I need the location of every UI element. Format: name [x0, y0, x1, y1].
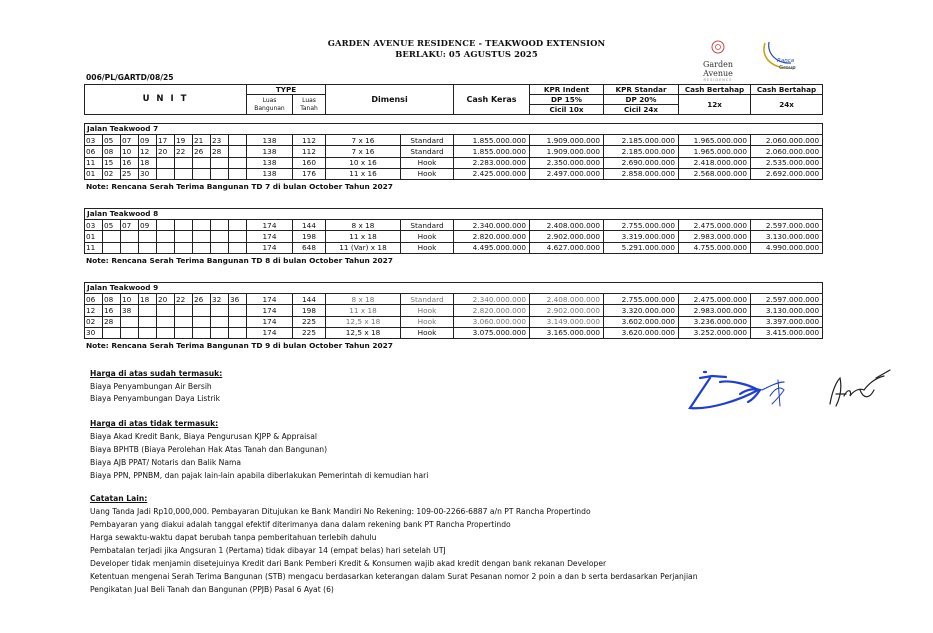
- unit-number: 09: [139, 220, 157, 231]
- luas-tanah-cell: 225: [293, 316, 326, 327]
- position-cell: Hook: [401, 157, 454, 168]
- luas-tanah-cell: 112: [293, 135, 326, 146]
- notes-heading: Catatan Lain:: [90, 494, 148, 503]
- cash-bertahap-12-cell: 2.475.000.000: [679, 220, 751, 231]
- luas-bangunan-cell: 174: [247, 294, 293, 305]
- unit-number: [229, 135, 247, 146]
- dimensi-cell: 8 x 18: [326, 220, 401, 231]
- luas-tanah-cell: 225: [293, 327, 326, 338]
- unit-number: [121, 316, 139, 327]
- table-row: [85, 135, 823, 146]
- section-title: Jalan Teakwood 9: [85, 283, 823, 294]
- dimensi-cell: 7 x 16: [326, 135, 401, 146]
- dimensi-cell: 11 x 18: [326, 305, 401, 316]
- table-row: [85, 242, 823, 253]
- luas-bangunan-cell: 138: [247, 146, 293, 157]
- cash-bertahap-12-cell: 4.755.000.000: [679, 242, 751, 253]
- kpr-standar-cell: 3.319.000.000: [604, 231, 679, 242]
- luas-bangunan-cell: 138: [247, 168, 293, 179]
- unit-number: [139, 316, 157, 327]
- unit-number: [229, 305, 247, 316]
- unit-number: [229, 220, 247, 231]
- unit-number: [193, 316, 211, 327]
- col-cb24-2: 24x: [751, 95, 823, 115]
- cash-keras-cell: 2.820.000.000: [454, 305, 530, 316]
- position-cell: Hook: [401, 168, 454, 179]
- cash-bertahap-12-cell: 2.418.000.000: [679, 157, 751, 168]
- unit-number: [157, 242, 175, 253]
- unit-number: 02: [85, 316, 103, 327]
- luas-tanah-cell: 160: [293, 157, 326, 168]
- dimensi-cell: 10 x 16: [326, 157, 401, 168]
- unit-number: [211, 327, 229, 338]
- unit-number: 10: [121, 146, 139, 157]
- unit-number: [139, 231, 157, 242]
- unit-number: [193, 231, 211, 242]
- unit-number: [211, 242, 229, 253]
- position-cell: Standard: [401, 146, 454, 157]
- unit-number: 07: [121, 220, 139, 231]
- unit-number: [103, 327, 121, 338]
- kpr-indent-cell: 2.497.000.000: [530, 168, 604, 179]
- kpr-standar-cell: 3.320.000.000: [604, 305, 679, 316]
- price-table-header: [84, 84, 823, 115]
- table-row: [85, 168, 823, 179]
- col-kpr-indent-1: KPR Indent: [530, 85, 604, 95]
- unit-number: 16: [121, 157, 139, 168]
- kpr-standar-cell: 2.755.000.000: [604, 220, 679, 231]
- luas-bangunan-l2: Bangunan: [254, 104, 285, 112]
- note-item: Developer tidak menjamin disetejuinya Kredit dari Bank Pemberi Kredit & Konsumen wajib akad kredit dengan bank rekanan Developer: [90, 559, 607, 568]
- unit-number: 08: [103, 294, 121, 305]
- cash-bertahap-12-cell: 3.236.000.000: [679, 316, 751, 327]
- unit-number: 32: [211, 294, 229, 305]
- unit-number: 06: [85, 146, 103, 157]
- cash-bertahap-12-cell: 2.568.000.000: [679, 168, 751, 179]
- unit-number: [211, 157, 229, 168]
- section-table: [84, 282, 823, 339]
- cash-bertahap-24-cell: 2.535.000.000: [751, 157, 823, 168]
- unit-number: 22: [175, 146, 193, 157]
- unit-number: [229, 168, 247, 179]
- kpr-indent-cell: 2.902.000.000: [530, 305, 604, 316]
- ranca-group-logo: [755, 38, 805, 78]
- unit-number: 28: [211, 146, 229, 157]
- kpr-indent-cell: 4.627.000.000: [530, 242, 604, 253]
- unit-number: 20: [157, 294, 175, 305]
- col-dimensi: Dimensi: [326, 85, 454, 115]
- unit-number: [193, 220, 211, 231]
- unit-number: 11: [85, 242, 103, 253]
- handover-note: Note: Rencana Serah Terima Bangunan TD 8 di bulan October Tahun 2027: [86, 256, 393, 265]
- kpr-indent-cell: 2.408.000.000: [530, 220, 604, 231]
- dimensi-cell: 12,5 x 18: [326, 316, 401, 327]
- ranca-text: Ranca: [777, 58, 795, 64]
- cash-keras-cell: 1.855.000.000: [454, 146, 530, 157]
- cash-keras-cell: 2.340.000.000: [454, 220, 530, 231]
- cash-bertahap-24-cell: 3.415.000.000: [751, 327, 823, 338]
- unit-number: 17: [157, 135, 175, 146]
- unit-number: 30: [139, 168, 157, 179]
- note-item: Pembatalan terjadi jika Angsuran 1 (Pertama) tidak dibayar 14 (empat belas) hari setelah UTJ: [90, 546, 446, 555]
- validity-date: BERLAKU: 05 AGUSTUS 2025: [395, 49, 538, 59]
- unit-number: 12: [139, 146, 157, 157]
- unit-number: [157, 168, 175, 179]
- cash-bertahap-24-cell: 2.597.000.000: [751, 294, 823, 305]
- unit-number: 05: [103, 135, 121, 146]
- unit-number: [139, 305, 157, 316]
- note-item: Ketentuan mengenai Serah Terima Bangunan (STB) mengacu berdasarkan keterangan dalam Surat Pesanan nomor 2 poin a dan b serta berdasarkan Perjanjian: [90, 572, 698, 581]
- cash-bertahap-24-cell: 3.130.000.000: [751, 305, 823, 316]
- unit-number: 01: [85, 231, 103, 242]
- kpr-indent-cell: 3.165.000.000: [530, 327, 604, 338]
- kpr-indent-cell: 1.909.000.000: [530, 135, 604, 146]
- garden-avenue-sub: RESIDENCE: [703, 78, 733, 82]
- unit-number: [193, 157, 211, 168]
- dimensi-cell: 11 x 18: [326, 231, 401, 242]
- handover-note: Note: Rencana Serah Terima Bangunan TD 7 di bulan October Tahun 2027: [86, 181, 393, 191]
- luas-bangunan-l1: Luas: [262, 96, 277, 104]
- garden-avenue-logo: [688, 38, 748, 82]
- unit-number: 30: [85, 327, 103, 338]
- kpr-standar-cell: 2.755.000.000: [604, 294, 679, 305]
- unit-number: 16: [103, 305, 121, 316]
- kpr-indent-cell: 2.902.000.000: [530, 231, 604, 242]
- document-title: GARDEN AVENUE RESIDENCE - TEAKWOOD EXTENSION: [327, 38, 606, 48]
- unit-number: 09: [139, 135, 157, 146]
- luas-bangunan-cell: 174: [247, 327, 293, 338]
- dimensi-cell: 8 x 18: [326, 294, 401, 305]
- cash-keras-cell: 2.340.000.000: [454, 294, 530, 305]
- signature-blue: [690, 372, 784, 408]
- unit-number: [121, 242, 139, 253]
- note-item: Pembayaran yang diakui adalah tanggal efektif diterimanya dana dalam rekening bank PT Rancha Propertindo: [90, 520, 511, 529]
- kpr-indent-cell: 1.909.000.000: [530, 146, 604, 157]
- unit-number: 03: [85, 135, 103, 146]
- unit-number: 01: [85, 168, 103, 179]
- unit-number: [175, 168, 193, 179]
- unit-number: 21: [193, 135, 211, 146]
- cash-bertahap-24-cell: 2.060.000.000: [751, 146, 823, 157]
- included-item: Biaya Penyambungan Air Bersih: [90, 382, 212, 391]
- unit-number: 06: [85, 294, 103, 305]
- excluded-item: Biaya Akad Kredit Bank, Biaya Pengurusan KJPP & Appraisal: [90, 432, 318, 441]
- table-row: [85, 316, 823, 327]
- cash-keras-cell: 3.060.000.000: [454, 316, 530, 327]
- cash-keras-cell: 4.495.000.000: [454, 242, 530, 253]
- cash-bertahap-24-cell: 3.130.000.000: [751, 231, 823, 242]
- luas-bangunan-cell: 174: [247, 305, 293, 316]
- unit-number: 25: [121, 168, 139, 179]
- cash-bertahap-12-cell: 1.965.000.000: [679, 135, 751, 146]
- col-type: TYPE: [247, 85, 326, 95]
- unit-number: 02: [103, 168, 121, 179]
- handover-note: Note: Rencana Serah Terima Bangunan TD 9 di bulan October Tahun 2027: [86, 340, 393, 350]
- position-cell: Hook: [401, 327, 454, 338]
- included-item: Biaya Penyambungan Daya Listrik: [90, 394, 220, 403]
- kpr-standar-cell: 2.185.000.000: [604, 146, 679, 157]
- kpr-standar-cell: 5.291.000.000: [604, 242, 679, 253]
- cash-bertahap-12-cell: 2.983.000.000: [679, 231, 751, 242]
- position-cell: Hook: [401, 316, 454, 327]
- unit-number: [175, 157, 193, 168]
- unit-number: [103, 242, 121, 253]
- unit-number: 36: [229, 294, 247, 305]
- col-kpr-standar-2: DP 20%: [604, 95, 679, 105]
- luas-tanah-cell: 198: [293, 231, 326, 242]
- luas-bangunan-cell: 138: [247, 135, 293, 146]
- cash-bertahap-12-cell: 3.252.000.000: [679, 327, 751, 338]
- unit-number: [229, 146, 247, 157]
- unit-number: [229, 157, 247, 168]
- cash-keras-cell: 1.855.000.000: [454, 135, 530, 146]
- unit-number: 05: [103, 220, 121, 231]
- col-kpr-standar-3: Cicil 24x: [604, 105, 679, 115]
- col-kpr-indent-2: DP 15%: [530, 95, 604, 105]
- kpr-indent-cell: 2.350.000.000: [530, 157, 604, 168]
- unit-number: [157, 327, 175, 338]
- luas-tanah-cell: 112: [293, 146, 326, 157]
- luas-bangunan-cell: 174: [247, 242, 293, 253]
- unit-number: [157, 316, 175, 327]
- document-code: 006/PL/GARTD/08/25: [86, 73, 174, 82]
- signatures: [680, 360, 900, 420]
- unit-number: [193, 305, 211, 316]
- table-row: [85, 305, 823, 316]
- kpr-indent-cell: 2.408.000.000: [530, 294, 604, 305]
- unit-number: [211, 231, 229, 242]
- garden-avenue-text: Garden Avenue: [703, 60, 733, 78]
- excluded-item: Biaya PPN, PPNBM, dan pajak lain-lain apabila diberlakukan Pemerintah di kemudian hari: [90, 471, 429, 480]
- section-title: Jalan Teakwood 8: [85, 209, 823, 220]
- unit-number: 20: [157, 146, 175, 157]
- excluded-item: Biaya AJB PPAT/ Notaris dan Balik Nama: [90, 458, 242, 467]
- col-kpr-standar-1: KPR Standar: [604, 85, 679, 95]
- dimensi-cell: 12,5 x 18: [326, 327, 401, 338]
- unit-number: [157, 157, 175, 168]
- unit-number: [193, 327, 211, 338]
- unit-number: [229, 316, 247, 327]
- unit-number: 18: [139, 157, 157, 168]
- kpr-standar-cell: 3.620.000.000: [604, 327, 679, 338]
- cash-bertahap-24-cell: 2.060.000.000: [751, 135, 823, 146]
- unit-number: 26: [193, 146, 211, 157]
- luas-bangunan-cell: 174: [247, 316, 293, 327]
- position-cell: Hook: [401, 231, 454, 242]
- position-cell: Hook: [401, 305, 454, 316]
- unit-number: [193, 242, 211, 253]
- luas-tanah-l2: Tanah: [300, 104, 318, 112]
- unit-number: [211, 316, 229, 327]
- unit-number: [175, 242, 193, 253]
- table-row: [85, 146, 823, 157]
- included-heading: Harga di atas sudah termasuk:: [90, 369, 223, 378]
- cash-bertahap-24-cell: 3.397.000.000: [751, 316, 823, 327]
- cash-bertahap-12-cell: 2.983.000.000: [679, 305, 751, 316]
- unit-number: [229, 242, 247, 253]
- unit-number: 12: [85, 305, 103, 316]
- note-item: Pengikatan Jual Beli Tanah dan Bangunan (PPJB) Pasal 6 Ayat (6): [90, 585, 334, 594]
- unit-number: [121, 327, 139, 338]
- section-table: [84, 208, 823, 254]
- position-cell: Standard: [401, 220, 454, 231]
- unit-number: 03: [85, 220, 103, 231]
- unit-number: 18: [139, 294, 157, 305]
- cash-bertahap-12-cell: 1.965.000.000: [679, 146, 751, 157]
- unit-number: [175, 305, 193, 316]
- kpr-standar-cell: 2.858.000.000: [604, 168, 679, 179]
- col-cb24-1: Cash Bertahap: [751, 85, 823, 95]
- luas-tanah-cell: 144: [293, 220, 326, 231]
- unit-number: [229, 231, 247, 242]
- unit-number: [175, 220, 193, 231]
- luas-tanah-l1: Luas: [302, 96, 316, 104]
- cash-bertahap-24-cell: 2.597.000.000: [751, 220, 823, 231]
- table-row: [85, 327, 823, 338]
- luas-tanah-cell: 144: [293, 294, 326, 305]
- col-cash-keras: Cash Keras: [454, 85, 530, 115]
- ranca-sub: Group: [779, 65, 796, 71]
- position-cell: Standard: [401, 294, 454, 305]
- unit-number: 23: [211, 135, 229, 146]
- unit-number: [193, 168, 211, 179]
- unit-number: [121, 231, 139, 242]
- col-cb12-2: 12x: [679, 95, 751, 115]
- position-cell: Hook: [401, 242, 454, 253]
- cash-bertahap-12-cell: 2.475.000.000: [679, 294, 751, 305]
- unit-number: [175, 327, 193, 338]
- cash-keras-cell: 3.075.000.000: [454, 327, 530, 338]
- luas-tanah-cell: 176: [293, 168, 326, 179]
- unit-number: 11: [85, 157, 103, 168]
- unit-number: 10: [121, 294, 139, 305]
- unit-number: [139, 242, 157, 253]
- col-luas-tanah: [293, 95, 326, 115]
- unit-number: [229, 327, 247, 338]
- luas-bangunan-cell: 174: [247, 231, 293, 242]
- cash-bertahap-24-cell: 2.692.000.000: [751, 168, 823, 179]
- unit-number: [211, 220, 229, 231]
- col-unit: U N I T: [85, 85, 247, 115]
- kpr-standar-cell: 3.602.000.000: [604, 316, 679, 327]
- kpr-standar-cell: 2.185.000.000: [604, 135, 679, 146]
- cash-keras-cell: 2.820.000.000: [454, 231, 530, 242]
- signature-black: [830, 370, 890, 406]
- cash-keras-cell: 2.425.000.000: [454, 168, 530, 179]
- unit-number: [103, 231, 121, 242]
- unit-number: [175, 231, 193, 242]
- excluded-item: Biaya BPHTB (Biaya Perolehan Hak Atas Tanah dan Bangunan): [90, 445, 328, 454]
- unit-number: [157, 305, 175, 316]
- unit-number: 38: [121, 305, 139, 316]
- luas-bangunan-cell: 138: [247, 157, 293, 168]
- unit-number: [211, 305, 229, 316]
- excluded-heading: Harga di atas tidak termasuk:: [90, 419, 219, 428]
- unit-number: 15: [103, 157, 121, 168]
- flower-icon: [709, 38, 727, 56]
- unit-number: [139, 327, 157, 338]
- note-item: Uang Tanda Jadi Rp10,000,000. Pembayaran Ditujukan ke Bank Mandiri No Rekening: 109-00-2266-6887 a/n PT Rancha Propertindo: [90, 507, 591, 516]
- kpr-indent-cell: 3.149.000.000: [530, 316, 604, 327]
- dimensi-cell: 7 x 16: [326, 146, 401, 157]
- unit-number: 07: [121, 135, 139, 146]
- luas-bangunan-cell: 174: [247, 220, 293, 231]
- kpr-standar-cell: 2.690.000.000: [604, 157, 679, 168]
- table-row: [85, 294, 823, 305]
- col-luas-bangunan: [247, 95, 293, 115]
- unit-number: [157, 231, 175, 242]
- position-cell: Standard: [401, 135, 454, 146]
- unit-number: 22: [175, 294, 193, 305]
- section-table: [84, 123, 823, 180]
- unit-number: 08: [103, 146, 121, 157]
- table-row: [85, 220, 823, 231]
- table-row: [85, 231, 823, 242]
- section-title: Jalan Teakwood 7: [85, 124, 823, 135]
- unit-number: 28: [103, 316, 121, 327]
- col-kpr-indent-3: Cicil 10x: [530, 105, 604, 115]
- unit-number: 19: [175, 135, 193, 146]
- luas-tanah-cell: 198: [293, 305, 326, 316]
- cash-bertahap-24-cell: 4.990.000.000: [751, 242, 823, 253]
- unit-number: [211, 168, 229, 179]
- cash-keras-cell: 2.283.000.000: [454, 157, 530, 168]
- dimensi-cell: 11 x 16: [326, 168, 401, 179]
- luas-tanah-cell: 648: [293, 242, 326, 253]
- note-item: Harga sewaktu-waktu dapat berubah tanpa pemberitahuan terlebih dahulu: [90, 533, 377, 542]
- dimensi-cell: 11 (Var) x 18: [326, 242, 401, 253]
- unit-number: [175, 316, 193, 327]
- unit-number: 26: [193, 294, 211, 305]
- col-cb12-1: Cash Bertahap: [679, 85, 751, 95]
- table-row: [85, 157, 823, 168]
- unit-number: [157, 220, 175, 231]
